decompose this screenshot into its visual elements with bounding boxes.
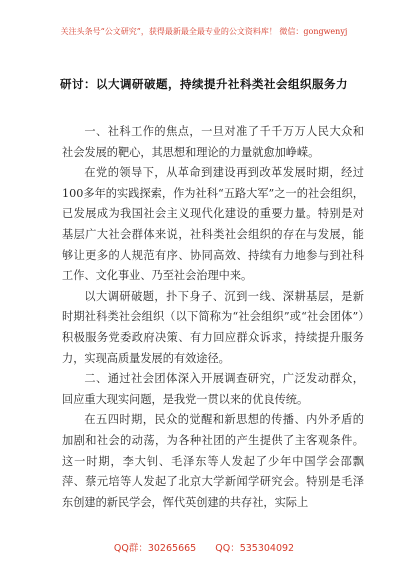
- header-banner: 关注头条号“公文研究”，获得最新最全最专业的公文资料库！ 微信：gongwenyj: [60, 27, 348, 36]
- paragraph: 在五四时期，民众的觉醒和新思想的传播、内外矛盾的加剧和社会的动荡，为各种社团的产生提供了主客观条件。这一时期，李大钊、毛泽东等人发起了少年中国学会邵飘萍、蔡元培等人发起了北京大学新闻学研究会。特别是毛泽东创建的新民学会，恽代英创建的共存社，实际上: [62, 413, 364, 509]
- footer-contacts: [0, 540, 408, 554]
- footer-qq: QQ：535304092: [215, 543, 295, 554]
- document-title: 研讨：以大调研破题，持续提升社科类社会组织服务力: [60, 77, 348, 91]
- document-body: [62, 122, 364, 513]
- paragraph: 在党的领导下，从革命到建设再到改革发展时期，经过100多年的实践探索，作为社科“五路大军”之一的社会组织，已发展成为我国社会主义现代化建设的重要力量。特别是对基层广大社会群体来说，社科类社会组织的存在与发展，能够让更多的人规范有序、协同高效、持续有力地参与到社科工作、文化事业、乃至社会治理中来。: [62, 166, 364, 283]
- paragraph: 以大调研破题，扑下身子、沉到一线、深耕基层，是新时期社科类社会组织（以下简称为“社会组织”或“社会团体”）积极服务党委政府决策、有力回应群众诉求，持续提升服务力，实现高质量发展的有效途径。: [62, 289, 364, 365]
- paragraph: 一、社科工作的焦点，一旦对准了千千万万人民大众和社会发展的靶心，其思想和理论的力量就愈加峥嵘。: [62, 125, 364, 159]
- paragraph: 二、通过社会团体深入开展调查研究，广泛发动群众，回应重大现实问题，是我党一贯以来的优良传统。: [62, 372, 364, 406]
- footer-qq-group: QQ群：30265665: [113, 543, 197, 554]
